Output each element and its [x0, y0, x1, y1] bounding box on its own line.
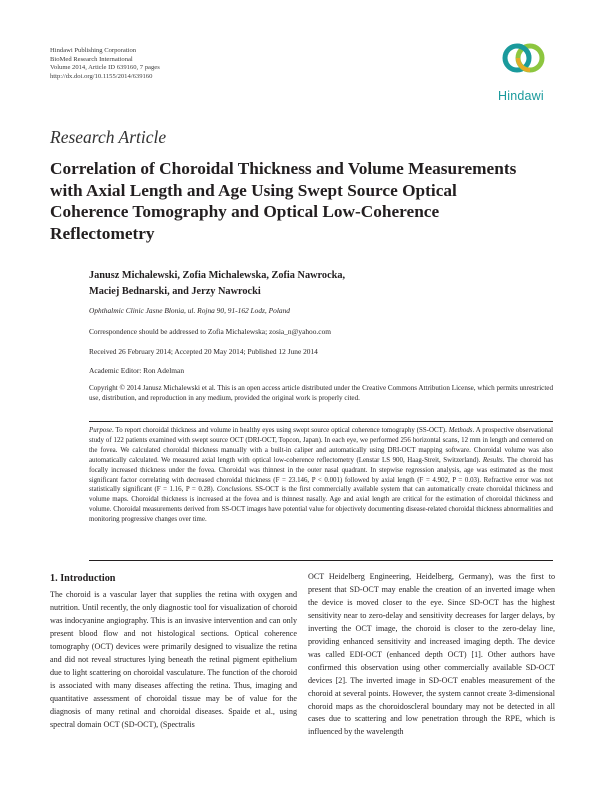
section-heading-introduction: 1. Introduction	[50, 573, 116, 584]
publisher-line: Hindawi Publishing Corporation	[50, 47, 137, 54]
affiliation: Ophthalmic Clinic Jasne Blonia, ul. Rojna 90, 91-162 Lodz, Poland	[89, 306, 290, 315]
hindawi-logo-icon	[494, 38, 554, 88]
article-type: Research Article	[50, 127, 167, 147]
journal-name: BioMed Research International	[50, 55, 133, 63]
article-dates: Received 26 February 2014; Accepted 20 May 2014; Published 12 June 2014	[89, 347, 318, 356]
author-line-1: Janusz Michalewski, Zofia Michalewska, Zofia Nawrocka,	[89, 270, 346, 281]
author-list	[89, 268, 553, 299]
abstract	[89, 421, 553, 561]
abstract-methods-label: Methods	[448, 427, 473, 434]
journal-header	[50, 47, 160, 81]
article-title: Correlation of Choroidal Thickness and Volume Measurements with Axial Length and Age Using Swept Source Optical Coherence Tomography and Optical Low-Coherence Reflectometry	[50, 159, 517, 244]
correspondence: Correspondence should be addressed to Zofia Michalewska; zosia_n@yahoo.com	[89, 327, 332, 336]
abstract-results: . The choroid has focally increased thickness under the fovea. Choroidal was thinnest in the outer nasal quadrant. In stepwise regression analysis, age was estimated as the most significant factor correlating with decreased choroidal thickness (F = 23.146, P < 0.001) followed by axial length (F = 4.902, P = 0.03). Refractive error was not statistically significant (F = 1.16, P = 0.28).	[89, 456, 553, 494]
hindawi-logo	[494, 38, 554, 108]
intro-column-right: OCT Heidelberg Engineering, Heidelberg, Germany), was the first to present that SD-OCT may enable the creation of an inverted image when the device is moved closer to the eye. Since SD-OCT has the highest sensitivity near to zero-delay and sensitivity decreases for larger delays, by inverting the OCT image, the choroid is closer to the zero-delay line, providing enhanced sensitivity and increased imaging depth. The device was called EDI-OCT (enhanced depth OCT) [1]. Other authors have confirmed this observation using other commercially available SD-OCT devices [2]. The inverted image in SD-OCT enables measurement of the choroid at several points. However, the system cannot create 3-dimensional choroid maps as the choroidoscleral boundary may not be detected in all cases due to scattering and low penetration through the RPE, which is influenced by the wavelength	[308, 572, 555, 737]
abstract-conclusions: . SS-OCT is the first commercially available system that can automatically create choroidal thickness and volume maps. Choroidal thickness is increased at the fovea and is thinnest nasally. Age and axial length are critical for the estimation of choroidal thickness and volume. Choroidal measurements derived from SS-OCT images have potential value for objectively documenting disease-related choroidal thickness abnormalities and monitoring progressive changes over time.	[89, 486, 553, 524]
copyright-notice: Copyright © 2014 Janusz Michalewski et al. This is an open access article distributed under the Creative Commons Attribution License, which permits unrestricted use, distribution, and reproduction in any medium, provided the original work is properly cited.	[89, 384, 553, 403]
abstract-results-label: Results	[482, 456, 503, 464]
abstract-purpose-label: Purpose	[89, 427, 112, 434]
intro-column-left: The choroid is a vascular layer that supplies the retina with oxygen and nutrition. Until recently, the only diagnostic tool for visualization of choroid was indocyanine angiography. This is an invasive intervention and can only present blood flow and not histological sections. Optical coherence tomography (OCT) devices were primarily designed to visualize the retina and did not reveal structures lying beneath the retinal pigment epithelium due to light scattering on choroidal vasculature. The function of the choroid is associated with many diseases affecting the retina. Thus, imaging and quantitative assessment of choroidal tissue may be of value for the diagnosis of many retinal and choroidal diseases. Spaide et al., using spectral domain OCT (SD-OCT), (Spectralis	[50, 590, 297, 729]
academic-editor: Academic Editor: Ron Adelman	[89, 366, 185, 375]
abstract-conclusions-label: Conclusions	[216, 486, 251, 494]
abstract-purpose: . To report choroidal thickness and volume in healthy eyes using swept source optical coherence tomography (SS-OCT).	[111, 427, 449, 434]
abstract-methods: . A prospective observational study of 122 patients examined with swept source OCT (DRI-OCT, Topcon, Japan). In each eye, we performed 256 horizontal scans, 12 mm in length and centered on the fovea. We calculated choroidal thickness manually with a built-in caliper and automatically using DRI-OCT mapping software. Choroidal volume was also automatically calculated. We measured axial length with optical low-coherence reflectometry (Lenstar LS 900, Haag-Streit, Switzerland).	[89, 427, 553, 464]
author-line-2: Maciej Bednarski, and Jerzy Nawrocki	[89, 285, 261, 297]
volume-info: Volume 2014, Article ID 639160, 7 pages	[50, 64, 160, 72]
doi-link[interactable]: http://dx.doi.org/10.1155/2014/639160	[50, 72, 153, 80]
hindawi-wordmark: Hindawi	[498, 89, 544, 103]
